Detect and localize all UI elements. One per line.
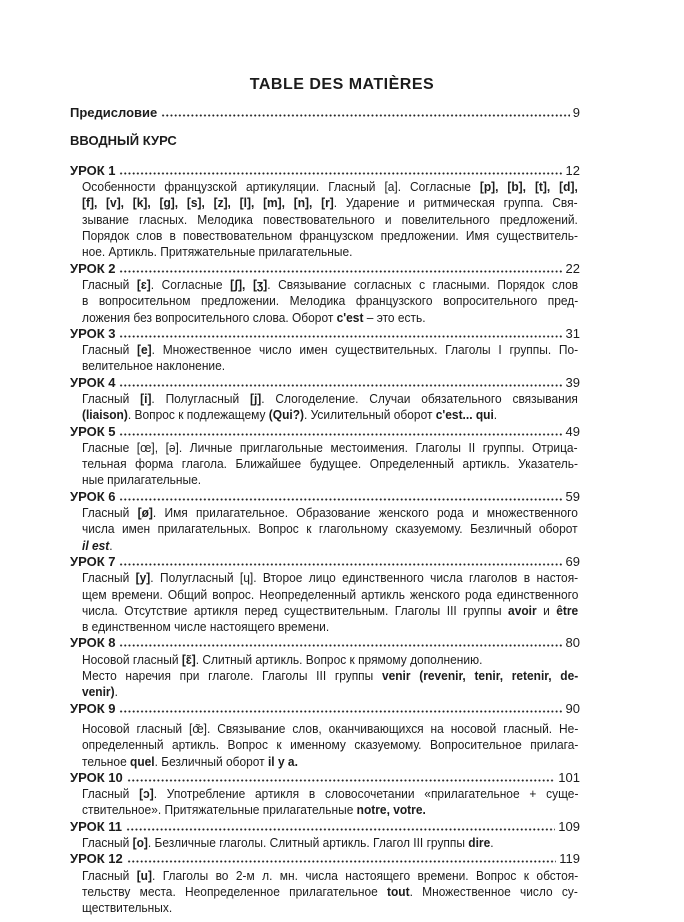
lesson-label: УРОК 4: [70, 374, 116, 390]
text-segment: . Имя прилагательное. Образование женского рода и множественного: [152, 505, 578, 521]
lesson-page-number: 90: [565, 700, 580, 716]
text-segment: [ø]: [137, 505, 153, 521]
description-line: [82, 440, 578, 456]
line-text: [82, 244, 352, 260]
description-paragraph: [82, 391, 580, 424]
lesson-page-number: 12: [565, 162, 580, 178]
description-line: [82, 505, 578, 521]
text-segment: .: [493, 407, 498, 423]
lesson-header: [70, 554, 580, 570]
lesson-label: УРОК 10: [70, 769, 123, 785]
lesson-page-number: 109: [558, 818, 580, 834]
text-segment: щем времени. Общий вопрос. Неопределенный артикль женского рода единственного: [82, 586, 579, 602]
text-segment: [ɛ]: [136, 276, 151, 292]
line-text: [82, 407, 497, 423]
lesson-label: УРОК 8: [70, 635, 116, 651]
dot-leader: [119, 710, 562, 713]
text-segment: [i]: [140, 391, 152, 406]
line-text: [82, 652, 482, 668]
text-segment: Гласный: [82, 570, 136, 586]
description-line: [82, 868, 578, 884]
lesson-entry: [70, 554, 580, 635]
line-text: [82, 391, 578, 407]
line-text: [82, 802, 426, 818]
line-text: [82, 310, 426, 326]
description-line: [82, 603, 578, 619]
lesson-entry: [70, 261, 580, 326]
lesson-description: [82, 342, 580, 375]
lesson-entry: [70, 635, 580, 700]
description-paragraph: [82, 342, 580, 375]
lesson-page-number: 31: [565, 325, 580, 341]
description-line: [82, 195, 578, 211]
text-segment: Гласные [œ], [ə]. Личные приглагольные местоимения. Глаголы II группы. Отрица-: [82, 439, 578, 455]
dot-leader: [119, 498, 562, 501]
text-segment: – это есть.: [363, 309, 426, 325]
line-text: [82, 868, 578, 884]
lesson-description: [82, 179, 580, 260]
description-line: [82, 884, 578, 900]
lesson-description: [82, 721, 580, 770]
line-text: [82, 358, 225, 374]
line-text: [82, 179, 578, 195]
lesson-entry: [70, 424, 580, 489]
text-segment: . Множественное число имен существительных. Глаголы I группы. По-: [151, 342, 579, 358]
lesson-entry: [70, 770, 580, 819]
lesson-list: [70, 163, 580, 917]
lesson-entry: [70, 163, 580, 261]
preface-entry: [70, 105, 580, 121]
description-line: [82, 358, 578, 374]
text-segment: . Глаголы во 2-м л. мн. числа настоящего времени. Вопрос к обстоя-: [151, 867, 579, 883]
text-segment: [y]: [135, 570, 151, 586]
text-segment: [ɛ̃]: [181, 651, 196, 667]
description-line: [82, 754, 578, 770]
text-segment: c'est... qui: [435, 407, 494, 423]
text-segment: тельное: [82, 753, 131, 769]
text-segment: [ɔ]: [139, 786, 154, 802]
text-segment: . Полугласный [ɥ]. Второе лицо единственного числа глаголов в настоя-: [150, 570, 579, 586]
description-line: [82, 407, 578, 423]
text-segment: Место наречия при глаголе. Глаголы III группы: [82, 668, 382, 684]
description-line: [82, 277, 578, 293]
dot-leader: [119, 433, 562, 436]
text-segment: Носовой гласный: [82, 651, 182, 667]
description-paragraph: [82, 835, 580, 851]
text-segment: в вопросительном предложении. Мелодика французского вопросительного пред-: [82, 293, 579, 309]
line-text: [82, 721, 578, 737]
dot-leader: [126, 828, 555, 831]
preface-label: Предисловие: [70, 104, 158, 120]
lesson-label: УРОК 7: [70, 553, 116, 569]
text-segment: c'est: [336, 309, 364, 325]
text-segment: ложения без вопросительного слова. Оборот: [82, 309, 337, 325]
line-text: [82, 212, 578, 228]
description-line: [82, 212, 578, 228]
text-segment: тельству места. Неопределенное прилагательное: [82, 883, 388, 899]
dot-leader: [127, 860, 557, 863]
text-segment: . Усилительный оборот: [303, 407, 436, 423]
text-segment: Гласный: [82, 276, 137, 292]
text-segment: [e]: [137, 342, 152, 358]
lesson-label: УРОК 9: [70, 700, 116, 716]
lesson-entry: [70, 375, 580, 424]
text-segment: [p], [b], [t], [d],: [479, 179, 578, 195]
text-segment: ствительное». Притяжательные прилагательные: [82, 802, 357, 818]
text-segment: quel: [130, 753, 155, 769]
text-segment: Гласный: [82, 391, 141, 406]
lesson-page-number: 49: [565, 423, 580, 439]
line-text: [82, 684, 118, 700]
line-text: [82, 754, 298, 770]
description-paragraph: [82, 570, 580, 635]
description-paragraph: [82, 440, 580, 489]
text-segment: [f], [v], [k], [g], [s], [z], [l], [m], [n], [r]: [82, 195, 334, 211]
description-line: [82, 668, 578, 684]
lesson-page-number: 80: [565, 635, 580, 651]
text-segment: tout: [387, 883, 410, 899]
lesson-label: УРОК 6: [70, 488, 116, 504]
lesson-entry: [70, 819, 580, 852]
line-text: [82, 293, 578, 309]
description-line: [82, 179, 578, 195]
text-segment: определенный артикль. Вопрос к именному сказуемому. Вопросительное прилага-: [82, 737, 579, 753]
description-paragraph: [82, 721, 580, 770]
description-line: [82, 721, 578, 737]
description-line: [82, 472, 578, 488]
lesson-entry: [70, 701, 580, 770]
text-segment: .: [114, 684, 118, 700]
text-segment: être: [556, 602, 579, 618]
line-text: [82, 786, 578, 802]
text-segment: venir): [82, 684, 115, 700]
description-line: [82, 835, 578, 851]
description-paragraph: [82, 505, 580, 554]
text-segment: [ʃ], [ʒ]: [230, 276, 268, 292]
line-text: [82, 538, 113, 554]
lesson-page-number: 39: [565, 374, 580, 390]
lesson-label: УРОК 3: [70, 325, 116, 341]
dot-leader: [161, 114, 570, 117]
dot-leader: [127, 779, 556, 782]
text-segment: venir (revenir, tenir, retenir, de-: [381, 668, 579, 684]
lesson-header: [70, 261, 580, 277]
description-line: [82, 342, 578, 358]
description-paragraph: [82, 868, 580, 917]
description-line: [82, 391, 578, 407]
text-segment: в единственном числе настоящего времени.: [82, 619, 330, 635]
line-text: [82, 668, 578, 684]
line-text: [82, 472, 201, 488]
description-line: [82, 521, 578, 537]
text-segment: Гласный: [82, 342, 138, 358]
text-segment: . Согласные: [150, 276, 231, 292]
line-text: [82, 737, 578, 753]
text-segment: . Ударение и ритмическая группа. Свя-: [333, 195, 578, 211]
line-text: [82, 456, 578, 472]
text-segment: . Безличный оборот: [154, 753, 268, 769]
section-heading: ВВОДНЫЙ КУРС: [70, 132, 177, 148]
description-line: [82, 293, 578, 309]
lesson-description: [82, 440, 580, 489]
dot-leader: [119, 270, 562, 273]
lesson-label: УРОК 11: [70, 818, 122, 834]
text-segment: Гласный: [82, 786, 140, 802]
text-segment: . Множественное число су-: [409, 883, 578, 899]
lesson-description: [82, 835, 580, 851]
description-line: [82, 244, 578, 260]
text-segment: тельная форма глагола. Ближайшее будущее. Определенный артикль. Указатель-: [82, 456, 578, 472]
description-line: [82, 310, 578, 326]
text-segment: (liaison): [82, 407, 128, 423]
lesson-header: [70, 424, 580, 440]
text-segment: il y a.: [267, 753, 298, 769]
lesson-description: [82, 570, 580, 635]
lesson-header: [70, 851, 580, 867]
lesson-page-number: 22: [565, 260, 580, 276]
text-segment: . Вопрос к подлежащему: [127, 407, 269, 423]
text-segment: . Слогоделение. Случаи обязательного связывания: [261, 391, 578, 406]
lesson-label: УРОК 12: [70, 851, 123, 867]
lesson-header: [70, 163, 580, 179]
lesson-description: [82, 652, 580, 701]
lesson-page-number: 59: [565, 488, 580, 504]
lesson-label: УРОК 2: [70, 260, 116, 276]
line-text: [82, 521, 578, 537]
lesson-header: [70, 326, 580, 342]
lesson-header: [70, 489, 580, 505]
text-segment: числа. Отсутствие артикля перед существительным. Глаголы III группы: [82, 602, 509, 618]
line-text: [82, 619, 329, 635]
text-segment: велительное наклонение.: [82, 358, 226, 374]
lesson-page-number: 69: [565, 553, 580, 569]
text-segment: Порядок слов в повествовательном французском предложении. Имя существитель-: [82, 228, 578, 244]
description-line: [82, 570, 578, 586]
lesson-description: [82, 786, 580, 819]
text-segment: dire: [468, 835, 491, 851]
description-paragraph: [82, 277, 580, 326]
text-segment: Гласный: [82, 835, 133, 851]
description-paragraph: [82, 786, 580, 819]
description-line: [82, 900, 578, 916]
description-line: [82, 456, 578, 472]
line-text: [82, 603, 578, 619]
text-segment: . Полугласный: [151, 391, 250, 406]
text-segment: и: [536, 602, 557, 618]
text-segment: .: [109, 537, 113, 553]
text-segment: Носовой гласный [œ̃]. Связывание слов, оканчивающихся на носовой гласный. Не-: [82, 720, 579, 736]
text-segment: [u]: [136, 867, 152, 883]
text-segment: ные прилагательные.: [82, 472, 202, 488]
line-text: [82, 505, 578, 521]
dot-leader: [119, 335, 562, 338]
dot-leader: [119, 644, 562, 647]
text-segment: . Употребление артикля в словосочетании «прилагательное + суще-: [153, 786, 579, 802]
line-text: [82, 277, 578, 293]
lesson-description: [82, 391, 580, 424]
text-segment: Гласный: [82, 505, 138, 521]
description-line: [82, 652, 578, 668]
line-text: [82, 228, 578, 244]
lesson-label: УРОК 5: [70, 423, 116, 439]
text-segment: Особенности французской артикуляции. Гласный [a]. Согласные: [82, 179, 480, 195]
text-segment: ществительных.: [82, 900, 173, 916]
text-segment: . Слитный артикль. Вопрос к прямому дополнению.: [195, 651, 483, 667]
lesson-page-number: 119: [559, 851, 580, 867]
dot-leader: [119, 563, 562, 566]
dot-leader: [119, 384, 562, 387]
description-line: [82, 737, 578, 753]
lesson-entry: [70, 851, 580, 916]
text-segment: зывание гласных. Мелодика повествовательного и повелительного предложений.: [82, 211, 578, 227]
text-segment: (Qui?): [268, 407, 304, 423]
line-text: [82, 342, 578, 358]
text-segment: ное. Артикль. Притяжательные прилагательные.: [82, 244, 353, 260]
text-segment: [j]: [249, 391, 262, 406]
description-paragraph: [82, 668, 580, 701]
line-text: [82, 440, 578, 456]
lesson-entry: [70, 326, 580, 375]
description-line: [82, 587, 578, 603]
lesson-entry: [70, 489, 580, 554]
line-text: [82, 587, 578, 603]
description-paragraph: [82, 179, 580, 260]
description-paragraph: [82, 652, 580, 668]
lesson-description: [82, 868, 580, 917]
text-segment: . Безличные глаголы. Слитный артикль. Глагол III группы: [147, 835, 469, 851]
line-text: [82, 835, 494, 851]
text-segment: il est: [82, 537, 110, 553]
line-text: [82, 884, 578, 900]
lesson-header: [70, 375, 580, 391]
page-title: TABLE DES MATIÈRES: [249, 76, 435, 93]
text-segment: числа имен прилагательных. Вопрос к глагольному сказуемому. Безличный оборот: [82, 521, 578, 537]
description-line: [82, 786, 578, 802]
description-line: [82, 538, 578, 554]
lesson-page-number: 101: [558, 769, 580, 785]
description-line: [82, 619, 578, 635]
text-segment: notre, votre.: [356, 802, 426, 818]
text-segment: avoir: [508, 602, 537, 618]
line-text: [82, 900, 172, 916]
lesson-header: [70, 701, 580, 717]
line-text: [82, 195, 578, 211]
description-line: [82, 684, 578, 700]
preface-page-number: 9: [572, 104, 580, 120]
lesson-label: УРОК 1: [70, 162, 116, 178]
lesson-header: [70, 770, 580, 786]
text-segment: [o]: [132, 835, 148, 851]
lesson-header: [70, 819, 580, 835]
description-line: [82, 802, 578, 818]
description-line: [82, 228, 578, 244]
text-segment: .: [490, 835, 494, 851]
text-segment: . Связывание согласных с гласными. Порядок слов: [267, 276, 579, 292]
lesson-description: [82, 505, 580, 554]
text-segment: Гласный: [82, 867, 137, 883]
lesson-description: [82, 277, 580, 326]
lesson-header: [70, 635, 580, 651]
line-text: [82, 570, 578, 586]
dot-leader: [119, 172, 562, 175]
